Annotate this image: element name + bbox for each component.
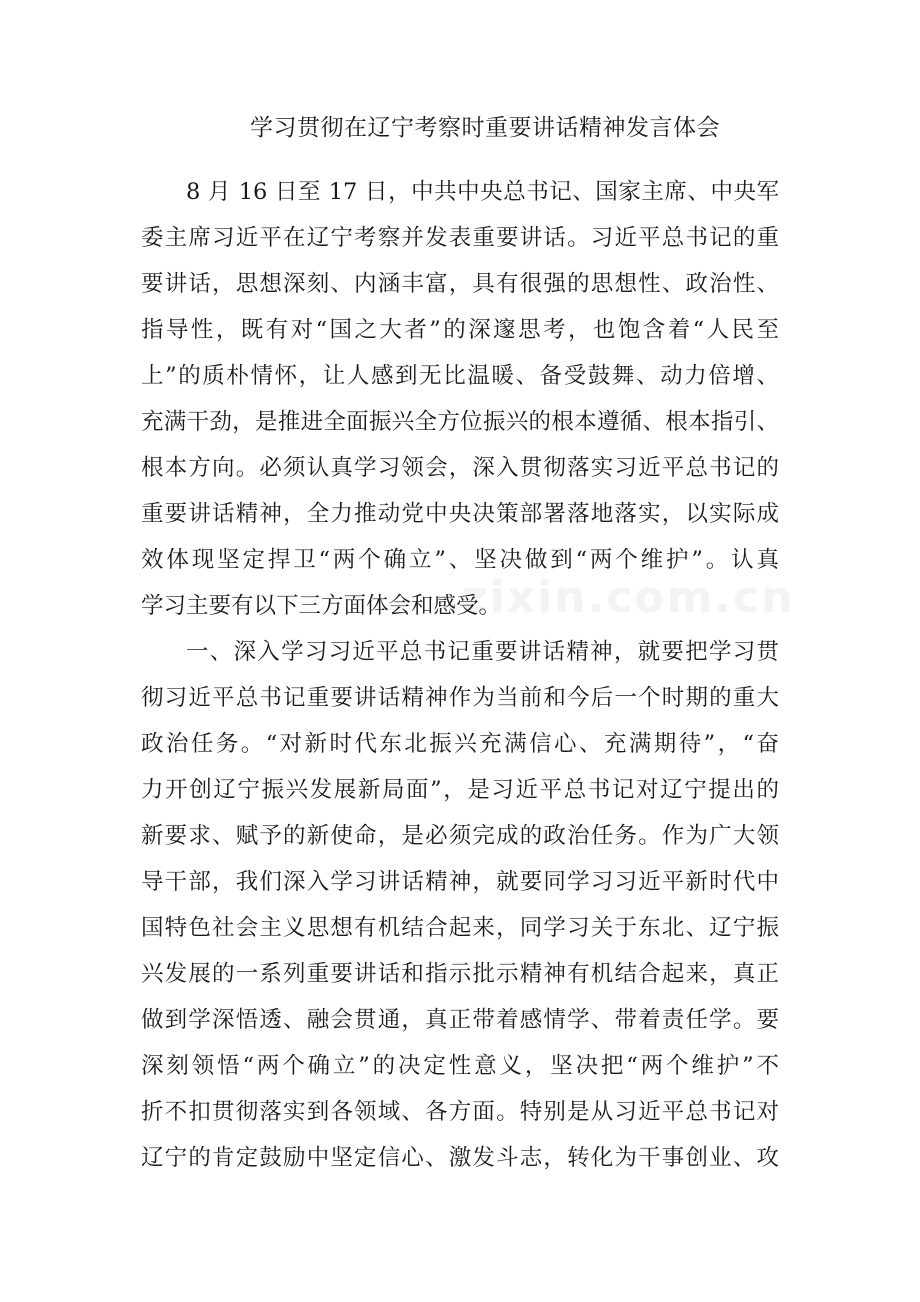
paragraph-line: 新要求、赋予的新使命，是必须完成的政治任务。作为广大领 [141,823,779,849]
paragraph-line: 充满干劲，是推进全面振兴全方位振兴的根本遵循、根本指引、 [141,409,779,435]
paragraph-line: 要讲话，思想深刻、内涵丰富，具有很强的思想性、政治性、 [141,271,779,297]
paragraph-line: 委主席习近平在辽宁考察并发表重要讲话。习近平总书记的重 [141,225,779,251]
paragraph-line: 导干部，我们深入学习讲话精神，就要同学习习近平新时代中 [141,869,779,895]
paragraph-line: 彻习近平总书记重要讲话精神作为当前和今后一个时期的重大 [141,685,779,711]
watermark: zixin.com.cn [462,572,795,623]
paragraph-line: 8 月 16 日至 17 日，中共中央总书记、国家主席、中央军 [186,179,779,205]
paragraph-line: 一、深入学习习近平总书记重要讲话精神，就要把学习贯 [186,639,779,665]
document-title: 学习贯彻在辽宁考察时重要讲话精神发言体会 [250,115,720,141]
paragraph-line: 力开创辽宁振兴发展新局面”，是习近平总书记对辽宁提出的 [141,777,779,803]
paragraph-line: 辽宁的肯定鼓励中坚定信心、激发斗志，转化为干事创业、攻 [141,1145,779,1171]
paragraph-line: 重要讲话精神，全力推动党中央决策部署落地落实，以实际成 [141,501,779,527]
paragraph-line: 折不扣贯彻落实到各领域、各方面。特别是从习近平总书记对 [141,1099,779,1125]
paragraph-line: 国特色社会主义思想有机结合起来，同学习关于东北、辽宁振 [141,915,779,941]
paragraph-line: 政治任务。“对新时代东北振兴充满信心、充满期待”，“奋 [141,731,779,757]
paragraph-line: 上”的质朴情怀，让人感到无比温暖、备受鼓舞、动力倍增、 [141,363,779,389]
paragraph-line: 深刻领悟“两个确立”的决定性意义，坚决把“两个维护”不 [141,1053,779,1079]
paragraph-line: 兴发展的一系列重要讲话和指示批示精神有机结合起来，真正 [141,961,779,987]
paragraph-line: 做到学深悟透、融会贯通，真正带着感情学、带着责任学。要 [141,1007,779,1033]
paragraph-line: 学习主要有以下三方面体会和感受。 [141,593,502,619]
paragraph-line: 效体现坚定捍卫“两个确立”、坚决做到“两个维护”。认真 [141,547,779,573]
paragraph-line: 指导性，既有对“国之大者”的深邃思考，也饱含着“人民至 [141,317,779,343]
paragraph-line: 根本方向。必须认真学习领会，深入贯彻落实习近平总书记的 [141,455,779,481]
